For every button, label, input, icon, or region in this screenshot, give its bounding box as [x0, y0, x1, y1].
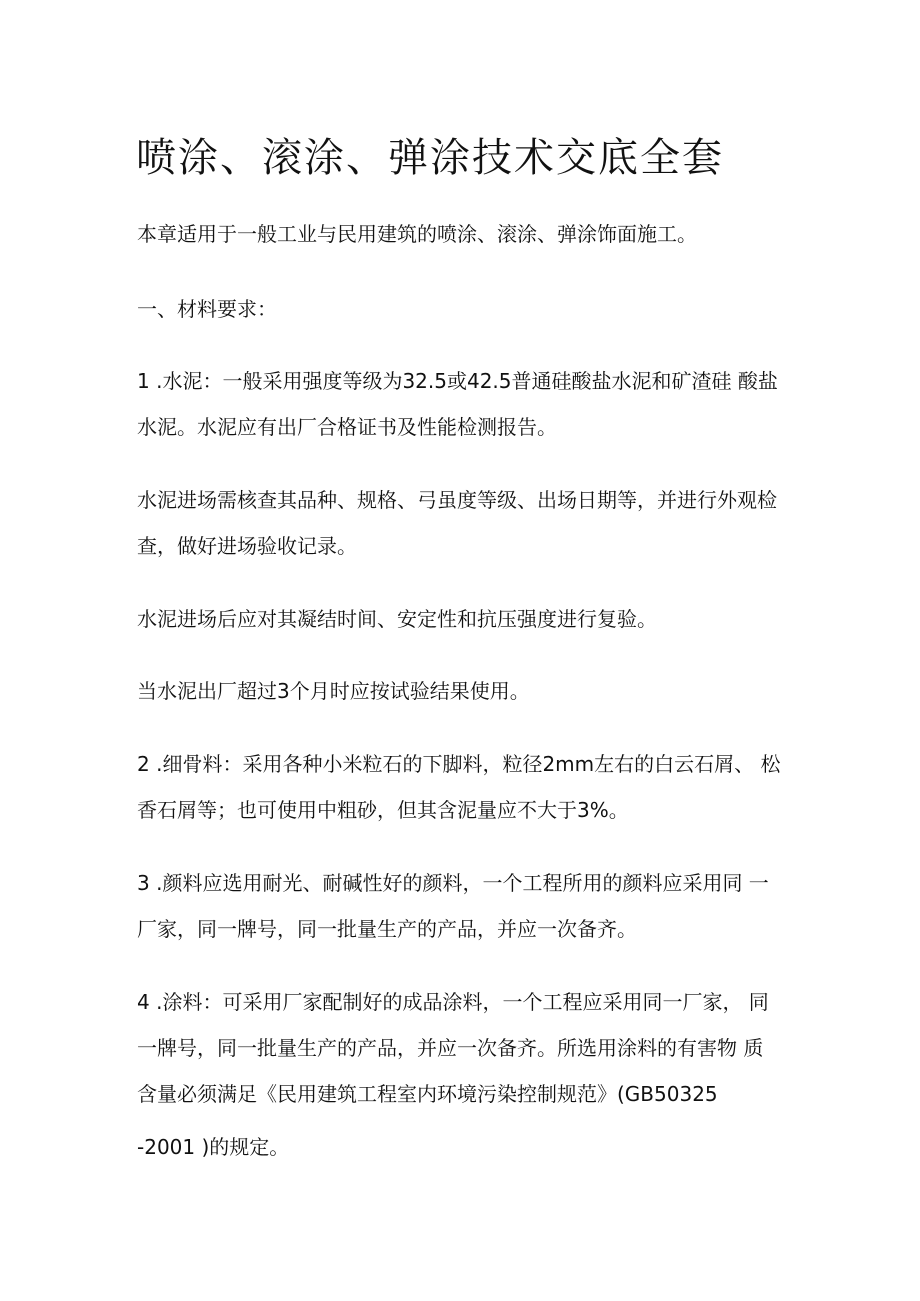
item-3-line-2: 厂家，同一牌号，同一批量生产的产品，并应一次备齐。	[137, 917, 637, 941]
cement-check-line-2: 查，做好进场验收记录。	[137, 534, 357, 558]
item-2-line-1: 2 .细骨料：采用各种小米粒石的下脚料，粒径2mm左右的白云石屑、 松	[137, 752, 781, 776]
item-3-line-1: 3 .颜料应选用耐光、耐碱性好的颜料，一个工程所用的颜料应采用同 一	[137, 871, 769, 895]
item-4-line-2: 一牌号，同一批量生产的产品，并应一次备齐。所选用涂料的有害物 质	[137, 1036, 764, 1060]
item-4-line-1: 4 .涂料：可采用厂家配制好的成品涂料，一个工程应采用同一厂家， 同	[137, 990, 769, 1014]
scope-paragraph: 本章适用于一般工业与民用建筑的喷涂、滚涂、弹涂饰面施工。	[137, 222, 697, 246]
document-title: 喷涂、滚涂、弹涂技术交底全套	[136, 135, 724, 181]
cement-check-line-1: 水泥进场需核查其品种、规格、弓虽度等级、出场日期等，并进行外观检	[137, 488, 777, 512]
cement-retest-paragraph: 水泥进场后应对其凝结时间、安定性和抗压强度进行复验。	[137, 607, 657, 631]
item-1-line-1: 1 .水泥：一般采用强度等级为32.5或42.5普通硅酸盐水泥和矿渣硅 酸盐	[137, 369, 778, 393]
item-4-line-3: 含量必须满足《民用建筑工程室内环境污染控制规范》(GB50325	[137, 1082, 718, 1106]
item-4-line-4: -2001 )的规定。	[137, 1135, 290, 1159]
item-1-line-2: 水泥。水泥应有出厂合格证书及性能检测报告。	[137, 415, 557, 439]
cement-expiry-paragraph: 当水泥出厂超过3个月时应按试验结果使用。	[137, 679, 530, 703]
item-2-line-2: 香石屑等；也可使用中粗砂，但其含泥量应不大于3%。	[137, 798, 629, 822]
section-heading-materials: 一、材料要求：	[137, 297, 277, 321]
